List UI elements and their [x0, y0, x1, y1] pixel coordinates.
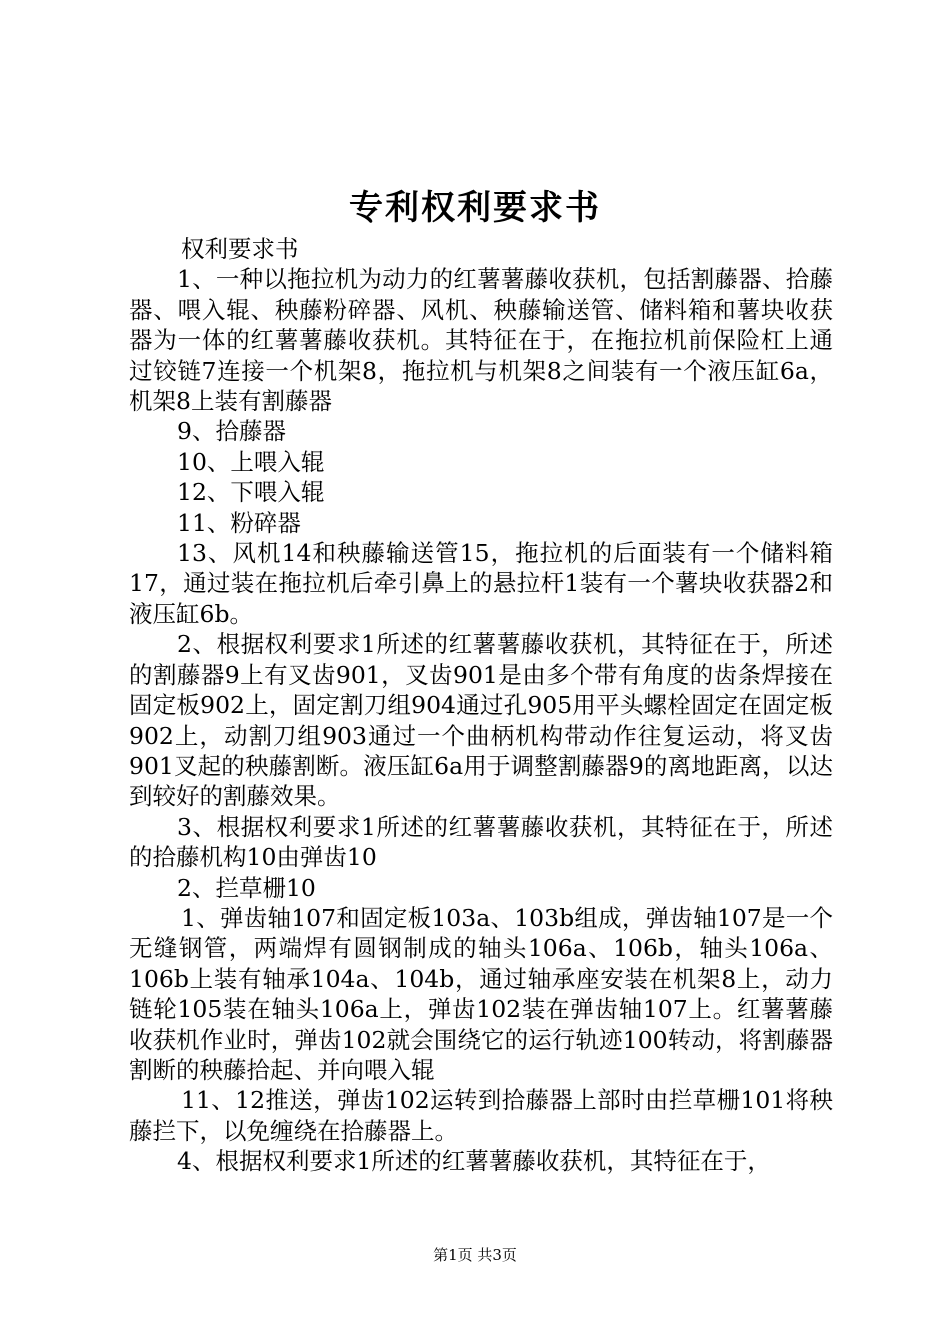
paragraph: 10、上喂入辊: [177, 447, 325, 476]
document-body: [129, 234, 833, 1177]
paragraph: 1、一种以拖拉机为动力的红薯薯藤收获机，包括割藤器、拾藤器、喂入辊、秧藤粉碎器、风机、秧藤输送管、储料箱和薯块收获器为一体的红薯薯藤收获机。其特征在于，在拖拉机前保险杠上通过铰链7连接一个机架8，拖拉机与机架8之间装有一个液压缸6a，机架8上装有割藤器: [129, 265, 833, 416]
paragraph: 2、拦草栅10: [177, 873, 316, 902]
paragraph: 9、拾藤器: [177, 417, 286, 446]
paragraph: 11、粉碎器: [177, 508, 301, 537]
paragraph: 3、根据权利要求1所述的红薯薯藤收获机，其特征在于，所述的拾藤机构10由弹齿10: [129, 812, 833, 872]
paragraph-heading: 权利要求书: [181, 235, 299, 263]
page-footer: 第1页 共3页: [433, 1246, 517, 1264]
paragraph: 2、根据权利要求1所述的红薯薯藤收获机，其特征在于，所述的割藤器9上有叉齿901，叉齿901是由多个带有角度的齿条焊接在固定板902上，固定割刀组904通过孔905用平头螺栓固定在固定板902上，动割刀组903通过一个曲柄机构带动作往复运动，将叉齿901叉起的秧藤割断。液压缸6a用于调整割藤器9的离地距离，以达到较好的割藤效果。: [129, 630, 833, 811]
paragraph: 11、12推送，弹齿102运转到拾藤器上部时由拦草栅101将秧藤拦下，以免缠绕在拾藤器上。: [129, 1086, 833, 1145]
page-title: 专利权利要求书: [349, 188, 601, 228]
paragraph: 4、根据权利要求1所述的红薯薯藤收获机，其特征在于，: [177, 1147, 771, 1176]
paragraph: 12、下喂入辊: [177, 478, 325, 507]
paragraph: 1、弹齿轴107和固定板103a、103b组成，弹齿轴107是一个无缝钢管，两端焊有圆钢制成的轴头106a、106b，轴头106a、106b上装有轴承104a、104b，通过轴承座安装在机架8上，动力链轮105装在轴头106a上，弹齿102装在弹齿轴107上。红薯薯藤收获机作业时，弹齿102就会围绕它的运行轨迹100转动，将割藤器割断的秧藤拾起、并向喂入辊: [129, 903, 833, 1084]
paragraph: 13、风机14和秧藤输送管15，拖拉机的后面装有一个储料箱17，通过装在拖拉机后牵引鼻上的悬拉杆1装有一个薯块收获器2和液压缸6b。: [129, 539, 833, 628]
